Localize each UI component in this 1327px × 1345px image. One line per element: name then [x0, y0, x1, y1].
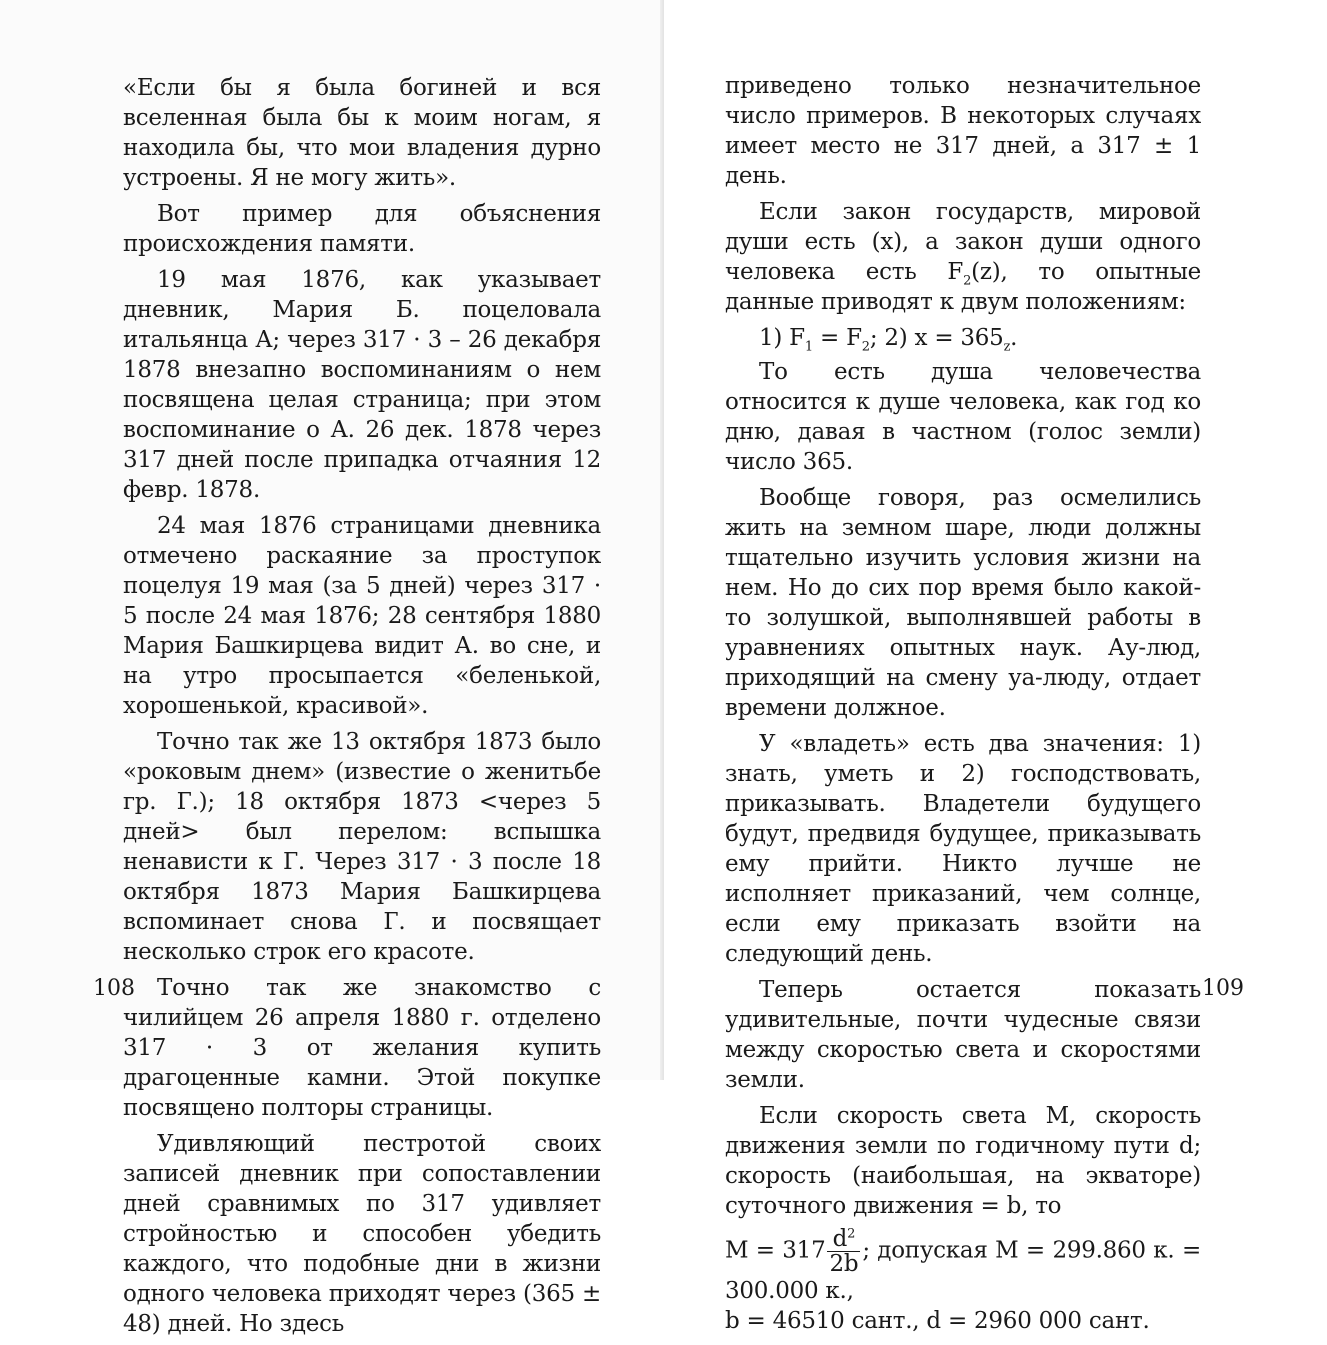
- left-text-column: [123, 73, 601, 1345]
- paragraph: «Если бы я была богиней и вся вселенная была бы к моим ногам, я находила бы, что мои владения дурно устроены. Я не могу жить».: [123, 75, 601, 191]
- subscript: 1: [804, 339, 813, 355]
- right-text-column: [725, 71, 1201, 1342]
- paragraph: 19 мая 1876, как указывает дневник, Мария Б. поцеловала итальянца А; через 317 · 3 – 26 декабря 1878 внезапно воспоминаниям о нем посвящена целая страница; при этом воспоминание о А. 26 дек. 1878 через 317 дней после припадка отчаяния 12 февр. 1878.: [123, 267, 601, 503]
- fraction: [827, 1227, 860, 1276]
- formula-rest: ; допуская М = 299.860 к. = 300.000 к.,: [725, 1237, 1201, 1304]
- paragraph: приведено только незначительное число примеров. В некоторых случаях имеет место не 317 дней, а 317 ± 1 день.: [725, 73, 1201, 189]
- paragraph: Вообще говоря, раз осмелились жить на земном шаре, люди должны тщательно изучить условия жизни на нем. Но до сих пор время было какой-то золушкой, выполнявшей работы в уравнениях опытных наук. Ау-люд, приходящий на смену уа-люду, отдает времени должное.: [725, 485, 1201, 721]
- paragraph: Если скорость света М, скорость движения земли по годичному пути d; скорость (наибольшая, на экваторе) суточного движения = b, то: [725, 1103, 1201, 1219]
- text-run: = F: [812, 325, 862, 351]
- formula-values: b = 46510 сант., d = 2960 000 сант.: [725, 1308, 1150, 1334]
- subscript: 2: [963, 273, 972, 289]
- page-number: 108: [93, 976, 135, 1001]
- right-page: [664, 0, 1327, 1334]
- paragraph: Точно так же 13 октября 1873 было «роковым днем» (известие о женитьбе гр. Г.); 18 октября 1873 <через 5 дней> был перелом: вспышка ненависти к Г. Через 317 · 3 после 18 октября 1873 Мария Башкирцева вспоминает снова Г. и посвящает несколько строк его красоте.: [123, 729, 601, 965]
- page-number: 109: [1202, 976, 1244, 1001]
- speed-formula: [725, 1227, 1201, 1306]
- paragraph: То есть душа человечества относится к душе человека, как год ко дню, давая в частном (голос земли) число 365.: [725, 359, 1201, 475]
- paragraph: У «владеть» есть два значения: 1) знать, уметь и 2) господствовать, приказывать. Владетели будущего будут, предвидя будущее, приказывать ему прийти. Никто лучше не исполняет приказаний, чем солнце, если ему приказать взойти на следующий день.: [725, 731, 1201, 967]
- fraction-denominator: 2b: [829, 1251, 859, 1277]
- paragraph-law: [725, 197, 1201, 317]
- left-page: [0, 0, 663, 1337]
- formula-lhs: M = 317: [725, 1237, 826, 1264]
- paragraph: Удивляющий пестротой своих записей дневник при сопоставлении дней сравнимых по 317 удивляет стройностью и способен убедить каждого, что подобные дни в жизни одного человека приходят через (365 ± 48) дней. Но здесь: [123, 1131, 601, 1337]
- text-run: 1) F: [759, 325, 805, 351]
- text-run: .: [1010, 325, 1018, 351]
- subscript: z: [1003, 339, 1011, 355]
- subscript: 2: [861, 339, 870, 355]
- fraction-numerator: [827, 1227, 860, 1252]
- numerator-text: d: [832, 1226, 848, 1252]
- text-run: Если закон государств, мировой души есть (x), а закон души одного человека есть F: [725, 199, 1201, 285]
- text-run: ; 2) x = 365: [869, 325, 1004, 351]
- formula-line: [725, 323, 1201, 353]
- paragraph: Теперь остается показать удивительные, почти чудесные связи между скоростью света и скоростями земли.: [725, 977, 1201, 1093]
- superscript: 2: [847, 1226, 856, 1242]
- paragraph: 24 мая 1876 страницами дневника отмечено раскаяние за проступок поцелуя 19 мая (за 5 дней) через 317 · 5 после 24 мая 1876; 28 сентября 1880 Мария Башкирцева видит А. во сне, и на утро просыпается «беленькой, хорошенькой, красивой».: [123, 513, 601, 719]
- paragraph: Точно так же знакомство с чилийцем 26 апреля 1880 г. отделено 317 · 3 от желания купить драгоценные камни. Этой покупке посвящено полторы страницы.: [123, 975, 601, 1121]
- paragraph: Вот пример для объяснения происхождения памяти.: [123, 201, 601, 257]
- text-run: (z), то опытные данные приводят к двум положениям:: [725, 259, 1201, 315]
